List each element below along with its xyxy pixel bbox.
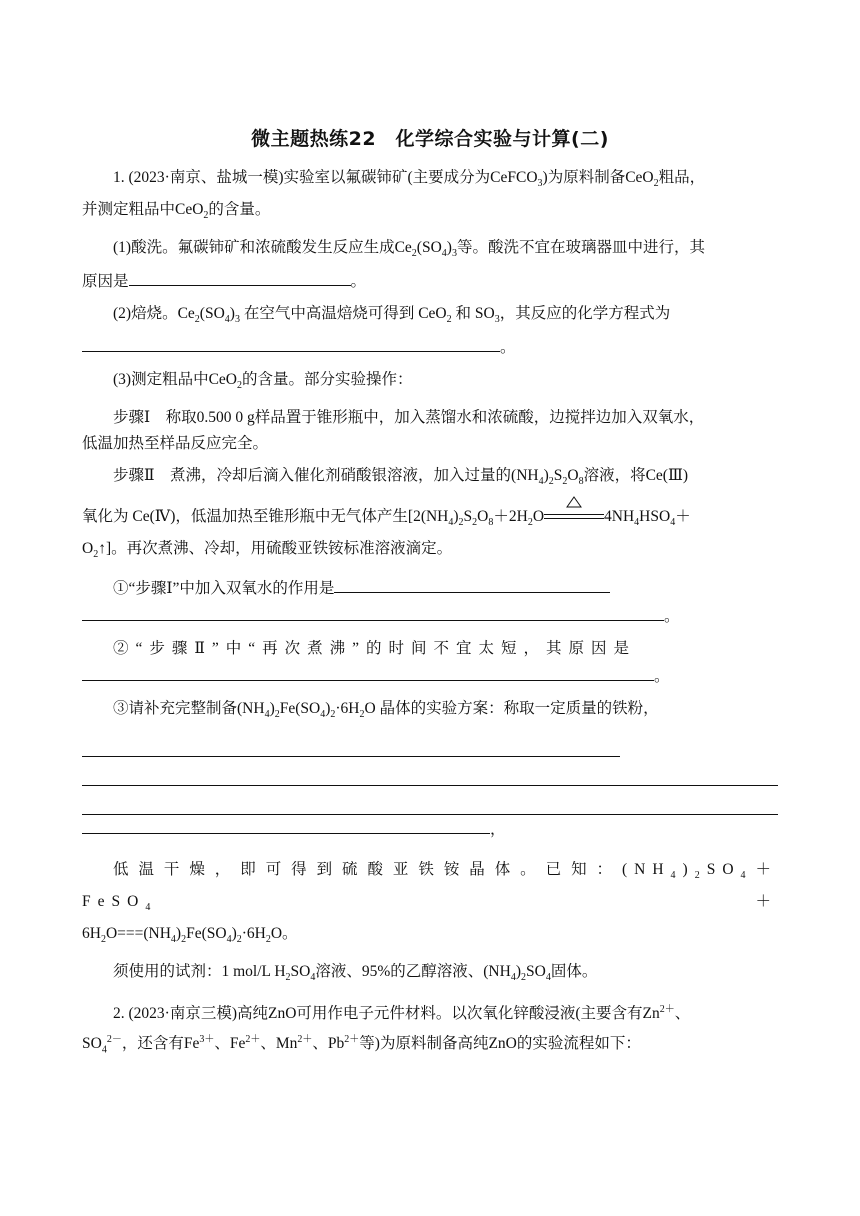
answer-blank[interactable]	[82, 662, 654, 681]
q1-known: 低温干燥，即可得到硫酸亚铁铵晶体。已知：$(NH_4)_2SO_4+FeSO_4+$	[82, 860, 778, 914]
heat-triangle-icon	[566, 496, 582, 508]
q1-sub1: ①“步骤Ⅰ”中加入双氧水的作用是	[82, 574, 778, 602]
q1-intro-cont: 并测定粗品中CeO$_2$的含量。	[82, 201, 271, 222]
q1-part2-cont: 。	[82, 333, 778, 361]
heating-equals-sign	[544, 509, 604, 525]
answer-blank[interactable]	[129, 267, 351, 286]
q1-part3: (3)测定粗品中CeO$_2$的含量。部分实验操作：	[113, 371, 413, 392]
q1-known-cont: $6H_2O===(NH_4)_2Fe(SO_4)_2\cdot 6H_2O$。	[82, 925, 298, 946]
q1-part1: (1)酸洗。氟碳铈矿和浓硫酸发生反应生成$Ce_2(SO_4)_3$等。酸洗不宜在玻璃器皿中进行，其	[113, 239, 705, 260]
answer-line[interactable]	[82, 757, 778, 786]
q1-sub2-cont: 。	[82, 662, 778, 690]
q1-intro: 1. (2023·南京、盐城一模)实验室以氟碳铈矿(主要成分为CeFCO$_3$)为原料制备CeO$_2$粗品，	[113, 169, 706, 190]
q2-intro-cont: $SO_4^{2-}$，还含有$Fe^{3+}$、$Fe^{2+}$、$Mn^{2+}$、$Pb^{2+}$等)为原料制备高纯ZnO的实验流程如下：	[82, 1034, 641, 1056]
q1-sub1-cont: 。	[82, 602, 778, 630]
step-1: 步骤Ⅰ 称取0.500 0 g样品置于锥形瓶中，加入蒸馏水和浓硫酸，边搅拌边加入双氧水，	[113, 409, 705, 427]
q1-reagents: 须使用的试剂：1 mol/L $H_2SO_4$溶液、95%的乙醇溶液、$(NH_4)_2SO_4$固体。	[113, 963, 598, 984]
document-page	[82, 124, 778, 1064]
step-2-cont: $O_2↑$]。再次煮沸、冷却，用硫酸亚铁铵标准溶液滴定。	[82, 539, 453, 560]
answer-line[interactable]	[82, 786, 778, 815]
q1-sub3: ③请补充完整制备$(NH_4)_2Fe(SO_4)_2\cdot 6H_2O$ 晶体的实验方案：称取一定质量的铁粉，	[113, 699, 659, 720]
step-1-cont: 低温加热至样品反应完全。	[82, 435, 269, 453]
step-2: 步骤Ⅱ 煮沸，冷却后滴入催化剂硝酸银溶液，加入过量的$(NH_4)_2S_2O_8$溶液，将Ce(Ⅲ)	[113, 467, 689, 488]
step-2-equation: 氧化为 Ce(Ⅳ)，低温加热至锥形瓶中无气体产生[$2(NH_4)_2S_2O_8+2H_2O$ $4NH_4HSO_4+$	[82, 504, 778, 536]
answer-blank[interactable]	[334, 574, 610, 593]
answer-blank[interactable]	[82, 333, 500, 352]
answer-line[interactable]	[82, 728, 620, 757]
page-title: 微主题热练22 化学综合实验与计算(二)	[251, 128, 609, 150]
q1-part1-cont: 原因是 。	[82, 267, 778, 295]
answer-blank[interactable]	[82, 602, 664, 621]
q1-part2: (2)焙烧。$Ce_2(SO_4)_3$ 在空气中高温焙烧可得到 CeO$_2$ 和 $SO_3$，其反应的化学方程式为	[113, 305, 671, 326]
answer-blank[interactable]	[82, 815, 490, 834]
q1-sub2: ②“步骤Ⅱ”中“再次煮沸”的时间不宜太短，其原因是	[113, 639, 637, 657]
q2-intro: 2. (2023·南京三模)高纯ZnO可用作电子元件材料。以次氧化锌酸浸液(主要含有$Zn^{2+}$、	[113, 1004, 691, 1023]
q1-sub3-end: ，	[82, 815, 778, 843]
